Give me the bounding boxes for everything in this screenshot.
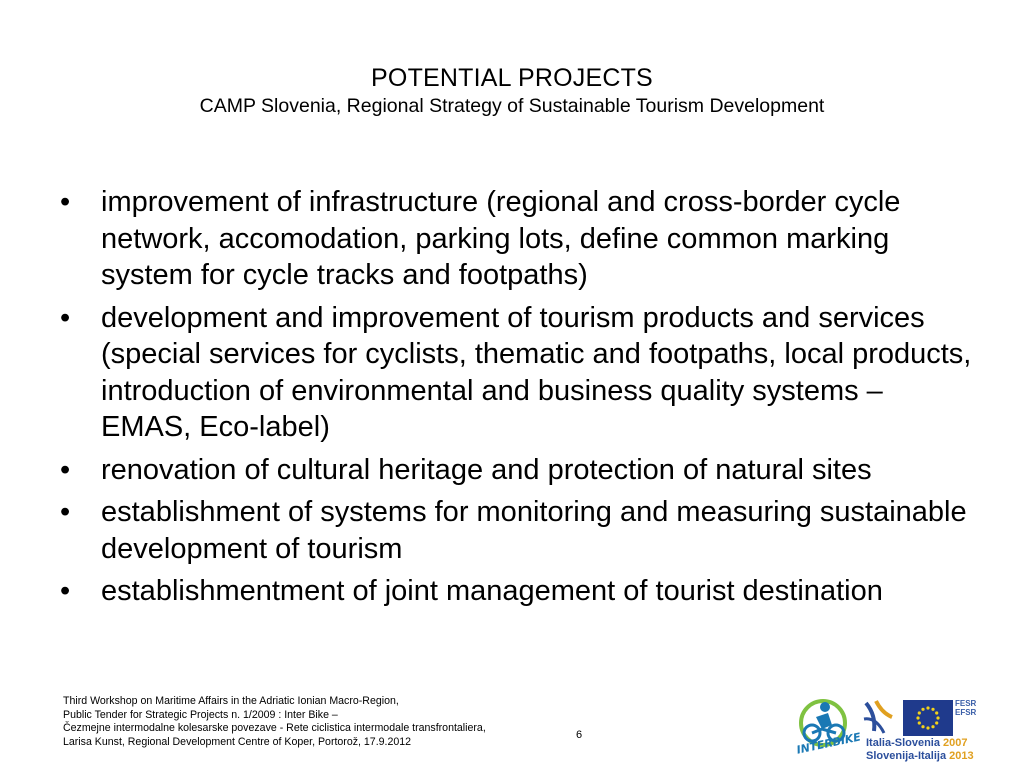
bullet-icon: • — [60, 301, 71, 334]
programme-line-2: Slovenija-Italija — [866, 749, 947, 762]
programme-year-1: 2007 — [943, 737, 968, 749]
bullet-list — [60, 184, 980, 616]
programme-line-1: Italia-Slovenia — [866, 737, 940, 749]
bullet-text: establishment of systems for monitoring and measuring sustainable development of tourism — [101, 496, 967, 565]
programme-year-2: 2013 — [949, 749, 974, 762]
slide-subtitle: CAMP Slovenia, Regional Strategy of Sustainable Tourism Development — [199, 95, 825, 117]
fesr-logo — [955, 699, 975, 717]
eu-flag-icon — [903, 700, 953, 736]
bullet-item — [60, 300, 980, 446]
bullet-icon: • — [60, 453, 71, 486]
page-number: 6 — [576, 729, 583, 741]
bullet-item — [60, 494, 980, 567]
footer-line: Public Tender for Strategic Projects n. 1/2009 : Inter Bike – — [63, 708, 338, 721]
bullet-item — [60, 452, 980, 489]
bullet-text: renovation of cultural heritage and protection of natural sites — [101, 453, 872, 486]
bullet-item — [60, 184, 980, 294]
programme-logo-text — [866, 737, 974, 762]
star-logo-icon — [862, 697, 898, 737]
footer-citation — [63, 695, 486, 749]
slide-title-block — [0, 63, 1024, 119]
slide-title: POTENTIAL PROJECTS — [371, 64, 653, 92]
fesr-line: EFSR — [955, 708, 977, 717]
bullet-icon: • — [60, 496, 71, 528]
bullet-text: development and improvement of tourism products and services (special services for cyclists, thematic and footpaths, local products, introduction of environmental and business quality systems – EMAS, Eco-label) — [101, 301, 972, 443]
interbike-logo-text: INTERBIKE — [795, 730, 862, 757]
fesr-line: FESR — [955, 699, 977, 708]
bullet-text: establishmentment of joint management of tourist destination — [101, 575, 883, 607]
footer-line: Third Workshop on Maritime Affairs in the Adriatic Ionian Macro-Region, — [63, 695, 399, 707]
footer-line: Larisa Kunst, Regional Development Centre of Koper, Portorož, 17.9.2012 — [63, 735, 412, 748]
bullet-text: improvement of infrastructure (regional and cross-border cycle network, accomodation, parking lots, define common marking system for cycle tracks and footpaths) — [101, 186, 901, 291]
bullet-icon: • — [60, 575, 71, 607]
bullet-icon: • — [60, 186, 71, 218]
footer-line: Čezmejne intermodalne kolesarske povezave - Rete ciclistica intermodale transfrontaliera, — [63, 722, 486, 735]
bullet-item — [60, 573, 980, 610]
